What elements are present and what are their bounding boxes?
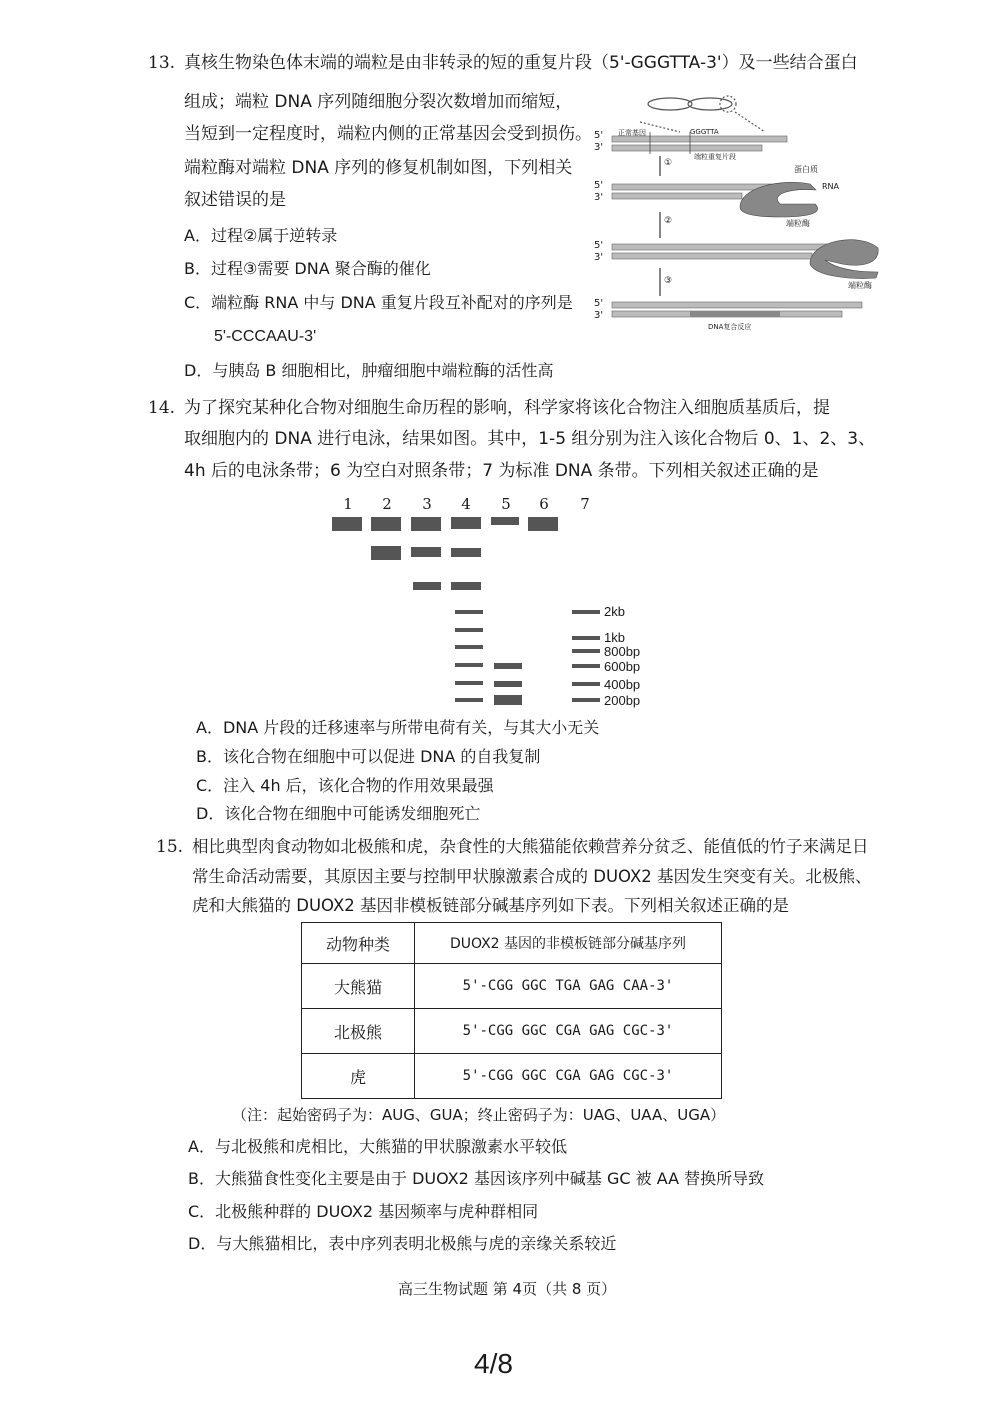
band-lane3-low: [413, 582, 441, 590]
telomere-repair-diagram: [590, 92, 880, 347]
q13-stem-line2: 组成；端粒 DNA 序列随细胞分裂次数增加而缩短，: [184, 92, 573, 112]
q13-stem-line5: 叙述错误的是: [184, 190, 286, 210]
label-normal-gene: 正常基因: [618, 129, 646, 137]
label-3prime-row4: 3': [594, 310, 604, 321]
exam-footer: 高三生物试题 第 4页（共 8 页）: [398, 1280, 617, 1298]
marker-label-2kb: 2kb: [604, 604, 625, 619]
table-cell-sequence: 5'-CGG GGC TGA GAG CAA-3': [415, 964, 722, 1009]
chromosome-icon: [640, 96, 765, 132]
duox2-sequence-table: [301, 922, 722, 1099]
q15-stem-line2: 常生命活动需要，其原因主要与控制甲状腺激素合成的 DUOX2 基因发生突变有关。北极熊、: [192, 867, 872, 886]
dna-row-4: [612, 302, 862, 317]
label-3prime-row1: 3': [594, 142, 604, 153]
lane-label-7: 7: [580, 495, 590, 513]
band-lane4-ladder-2: [455, 628, 483, 632]
marker-band-1kb: [572, 636, 600, 640]
lane-label-6: 6: [539, 495, 549, 513]
q15-stem-line3: 虎和大熊猫的 DUOX2 基因非模板链部分碱基序列如下表。下列相关叙述正确的是: [192, 896, 790, 915]
q13-option-b: B．过程③需要 DNA 聚合酶的催化: [184, 259, 431, 278]
label-step3: ③: [664, 276, 673, 286]
marker-label-400bp: 400bp: [604, 677, 641, 692]
q13-stem-line1: 真核生物染色体末端的端粒是由非转录的短的重复片段（5'-GGGTTA-3'）及一些结合蛋白: [184, 53, 858, 73]
q14-option-b: B．该化合物在细胞中可以促进 DNA 的自我复制: [196, 747, 541, 766]
band-lane2-mid: [371, 546, 401, 560]
q13-option-c-sequence: 5'-CCCAAU-3': [214, 328, 317, 345]
q15-option-a: A．与北极熊和虎相比，大熊猫的甲状腺激素水平较低: [188, 1137, 567, 1156]
q14-number: 14.: [148, 398, 176, 418]
lane-label-4: 4: [461, 495, 471, 513]
q15-option-d: D．与大熊猫相比，表中序列表明北极熊与虎的亲缘关系较近: [188, 1234, 617, 1253]
marker-band-400bp: [572, 682, 600, 686]
q14-stem-line1: 为了探究某种化合物对细胞生命历程的影响，科学家将该化合物注入细胞质基质后，提: [184, 398, 830, 418]
marker-band-800bp: [572, 649, 600, 653]
label-repeat-seq: GGGTTA: [690, 128, 719, 136]
label-step1: ①: [664, 158, 673, 168]
table-header-species: 动物种类: [302, 923, 415, 964]
q15-option-c: C．北极熊种群的 DUOX2 基因频率与虎种群相同: [188, 1202, 539, 1221]
band-lane4-top: [451, 517, 481, 529]
label-telomerase-2: 端粒酶: [848, 281, 872, 290]
q14-option-d: D．该化合物在细胞中可能诱发细胞死亡: [196, 804, 481, 823]
band-lane5-3: [494, 695, 522, 705]
table-row: [302, 1009, 722, 1054]
band-lane4-low: [451, 582, 481, 590]
label-3prime-row2: 3': [594, 192, 604, 203]
band-lane4-ladder-1: [455, 610, 483, 614]
marker-band-2kb: [572, 610, 600, 614]
lane-label-5: 5: [501, 495, 511, 513]
marker-band-200bp: [572, 698, 600, 702]
table-cell-species: 北极熊: [302, 1009, 415, 1054]
label-protein: 蛋白质: [794, 165, 818, 174]
label-5prime-row4: 5': [594, 298, 604, 309]
label-dna-repair: DNA复合反应: [708, 323, 752, 331]
lane-label-2: 2: [382, 495, 392, 513]
page-indicator: 4/8: [474, 1348, 513, 1379]
q15-note: （注：起始密码子为：AUG、GUA；终止密码子为：UAG、UAA、UGA）: [232, 1106, 726, 1124]
band-lane3-mid: [411, 547, 441, 557]
q13-option-d: D．与胰岛 B 细胞相比，肿瘤细胞中端粒酶的活性高: [184, 361, 554, 380]
label-telomerase-1: 端粒酶: [786, 219, 810, 228]
table-cell-species: 虎: [302, 1054, 415, 1099]
q13-stem-line3: 当短到一定程度时，端粒内侧的正常基因会受到损伤。: [184, 124, 592, 144]
q15-option-b: B．大熊猫食性变化主要是由于 DUOX2 基因该序列中碱基 GC 被 AA 替换所导致: [188, 1169, 765, 1188]
band-lane2-top: [371, 517, 401, 531]
electrophoresis-gel: [330, 495, 660, 715]
band-lane4-ladder-3: [455, 645, 483, 649]
marker-label-1kb: 1kb: [604, 630, 625, 645]
band-lane4-ladder-4: [455, 663, 483, 667]
band-lane5-top: [491, 517, 519, 525]
band-lane4-ladder-5: [455, 681, 483, 685]
table-header-sequence: DUOX2 基因的非模板链部分碱基序列: [415, 923, 722, 964]
label-rna: RNA: [822, 182, 840, 191]
q14-stem-line3: 4h 后的电泳条带；6 为空白对照条带；7 为标准 DNA 条带。下列相关叙述正确的是: [184, 461, 819, 481]
band-lane5-1: [494, 663, 522, 669]
label-telomere-repeat: 端粒重复片段: [694, 153, 736, 161]
table-cell-sequence: 5'-CGG GGC CGA GAG CGC-3': [415, 1054, 722, 1099]
q14-option-a: A．DNA 片段的迁移速率与所带电荷有关，与其大小无关: [196, 718, 600, 737]
band-lane6-top: [528, 517, 558, 531]
table-header-row: [302, 923, 722, 964]
marker-band-600bp: [572, 664, 600, 668]
label-3prime-row3: 3': [594, 252, 604, 263]
label-step2: ②: [664, 216, 673, 226]
lane-label-3: 3: [422, 495, 432, 513]
marker-label-200bp: 200bp: [604, 693, 641, 708]
table-row: [302, 964, 722, 1009]
band-lane3-top: [411, 517, 441, 531]
lane-label-1: 1: [343, 495, 353, 513]
marker-label-600bp: 600bp: [604, 659, 641, 674]
q13-number: 13.: [148, 53, 176, 73]
band-lane5-2: [494, 681, 522, 687]
q14-stem-line2: 取细胞内的 DNA 进行电泳，结果如图。其中，1-5 组分别为注入该化合物后 0、1、2、3、: [184, 429, 876, 449]
q13-option-c: C．端粒酶 RNA 中与 DNA 重复片段互补配对的序列是: [184, 293, 573, 312]
band-lane4-ladder-6: [455, 698, 483, 702]
band-lane1-top: [332, 517, 362, 531]
q14-option-c: C．注入 4h 后，该化合物的作用效果最强: [196, 776, 494, 795]
label-5prime-row1: 5': [594, 130, 604, 141]
table-cell-sequence: 5'-CGG GGC CGA GAG CGC-3': [415, 1009, 722, 1054]
label-5prime-row3: 5': [594, 240, 604, 251]
label-5prime-row2: 5': [594, 180, 604, 191]
q15-number: 15.: [156, 837, 184, 857]
table-row: [302, 1054, 722, 1099]
table-cell-species: 大熊猫: [302, 964, 415, 1009]
q15-stem-line1: 相比典型肉食动物如北极熊和虎，杂食性的大熊猫能依赖营养分贫乏、能值低的竹子来满足日: [192, 837, 869, 856]
q13-stem-line4: 端粒酶对端粒 DNA 序列的修复机制如图，下列相关: [184, 158, 573, 178]
q13-option-a: A．过程②属于逆转录: [184, 226, 338, 245]
marker-label-800bp: 800bp: [604, 644, 641, 659]
band-lane4-mid: [451, 548, 481, 557]
